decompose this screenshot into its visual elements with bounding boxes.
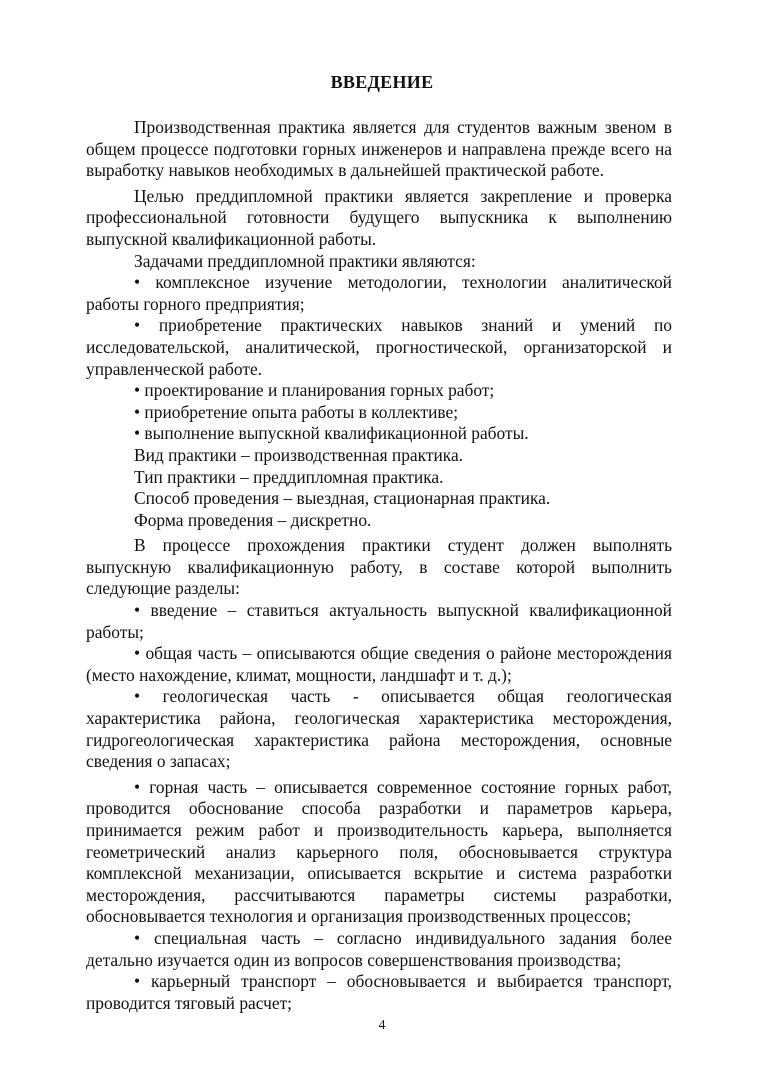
- list-item-section: • общая часть – описываются общие сведения о районе месторождения (место нахождение, климат, мощности, ландшафт и т. д.);: [86, 643, 672, 685]
- list-item-task: • проектирование и планирования горных работ;: [134, 380, 495, 401]
- page-title: ВВЕДЕНИЕ: [330, 72, 434, 92]
- list-item-task: • выполнение выпускной квалификационной работы.: [134, 423, 529, 444]
- list-item-section: • специальная часть – согласно индивидуального задания более детально изучается один из вопросов совершенствования производства;: [86, 927, 672, 970]
- practice-type-line: Вид практики – производственная практика.: [134, 444, 464, 465]
- practice-method-line: Способ проведения – выездная, стационарная практика.: [134, 488, 551, 509]
- paragraph-tasks-heading: Задачами преддипломной практики являются:: [134, 250, 476, 271]
- list-item-section: • карьерный транспорт – обосновывается и выбирается транспорт, проводится тяговый расчет;: [86, 971, 672, 1013]
- list-item-section: • введение – ставиться актуальность выпускной квалификационной работы;: [86, 600, 672, 642]
- paragraph-sections-intro: В процессе прохождения практики студент должен выполнять выпускную квалификационную работу, в составе которой выполнить следующие разделы:: [86, 535, 672, 599]
- practice-form-line: Форма проведения – дискретно.: [134, 509, 372, 530]
- list-item-task: • приобретение опыта работы в коллективе;: [134, 401, 459, 422]
- paragraph-intro: Производственная практика является для студентов важным звеном в общем процессе подготовки горных инженеров и направлена прежде всего на выработку навыков необходимых в дальнейшей практической работе.: [86, 117, 672, 181]
- practice-kind-line: Тип практики – преддипломная практика.: [134, 466, 444, 487]
- page-number: 4: [378, 1018, 386, 1033]
- paragraph-goal: Целью преддипломной практики является закрепление и проверка профессиональной готовности будущего выпускника к выполнению выпускной квалификационной работы.: [86, 185, 672, 249]
- list-item-section: • геологическая часть - описывается общая геологическая характеристика района, геологическая характеристика месторождения, гидрогеологическая характеристика района месторождения, основные сведения о запасах;: [86, 686, 672, 772]
- list-item-section: • горная часть – описывается современное состояние горных работ, проводится обоснование способа разработки и параметров карьера, принимается режим работ и производительность карьера, выполняется геометрический анализ карьерного поля, обосновывается структура комплексной механизации, описывается вскрытие и система разработки месторождения, рассчитываются параметры системы разработки, обосновывается технология и организация производственных процессов;: [86, 776, 672, 927]
- body-text: [86, 117, 672, 1014]
- list-item-task: • комплексное изучение методологии, технологии аналитической работы горного предприятия;: [86, 272, 672, 314]
- list-item-task: • приобретение практических навыков знаний и умений по исследовательской, аналитической, прогностической, организаторской и управленческой работе.: [86, 315, 672, 379]
